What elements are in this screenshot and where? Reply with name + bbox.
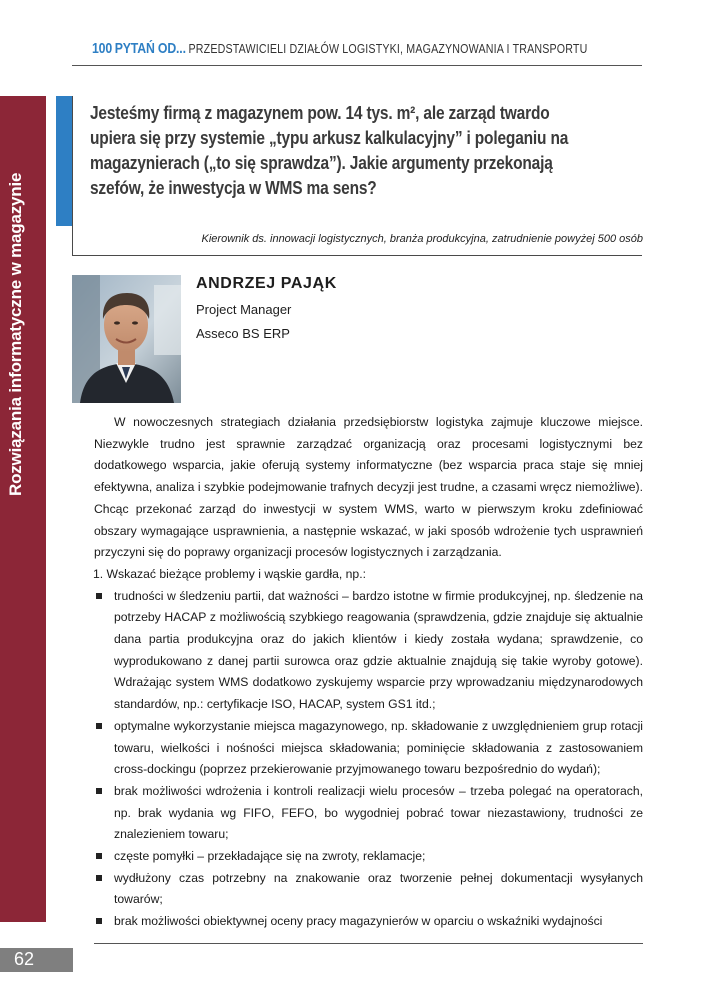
running-header (92, 40, 641, 64)
header-lead: PYTAŃ OD... (114, 40, 186, 57)
author-role: Project Manager (196, 302, 292, 317)
article-body (94, 412, 643, 933)
section-sidebar (0, 96, 46, 922)
list-item: brak możliwości wdrożenia i kontroli realizacji wielu procesów – trzeba polegać na operatorach, np. brak wydania wg FIFO, FEFO, bo wygodniej pobrać towar niezastawiony, trudności ze znalezieniem towaru; (94, 781, 643, 846)
problem-list (94, 586, 643, 933)
page-number: 62 (14, 949, 35, 969)
footer-divider (94, 943, 643, 944)
page-number-tab (0, 948, 73, 972)
list-item: wydłużony czas potrzebny na znakowanie oraz tworzenie pełnej dokumentacji wysyłanych towarów; (94, 868, 643, 911)
list-item: trudności w śledzeniu partii, dat ważności – bardzo istotne w firmie produkcyjnej, np. śledzenie na potrzeby HACAP z możliwością szybkiego reagowania (sprawdzenia, gdzie znajduje się aktualnie dana partia produkcyjna oraz do jakich klientów i kiedy została wydana; sprawdzenie, co wyprodukowano z danej partii surowca oraz gdzie aktualnie znajdują się takie wyroby gotowe). Wdrażając system WMS dodatkowo zyskujemy wsparcie przy wprowadzaniu międzynarodowych standardów, np.: certyfikacje ISO, HACAP, system GS1 itd.; (94, 586, 643, 716)
header-subtitle: PRZEDSTAWICIELI DZIAŁÓW LOGISTYKI, MAGAZYNOWANIA I TRANSPORTU (188, 41, 588, 56)
question-text: Jesteśmy firmą z magazynem pow. 14 tys. m², ale zarząd twardo upiera się przy systemie „typu arkusz kalkulacyjny” i poleganiu na magazynierach („to się sprawdza”). Jakie argumenty przekonają szefów, że inwestycja w WMS ma sens? (90, 103, 569, 198)
header-number: 100 (92, 40, 113, 57)
header-divider (72, 65, 642, 66)
author-photo (72, 275, 181, 403)
author-photo-image (72, 275, 181, 403)
author-company: Asseco BS ERP (196, 326, 290, 341)
question-accent-bar (56, 96, 72, 226)
list-item: optymalne wykorzystanie miejsca magazynowego, np. składowanie z uwzględnieniem grup rotacji towaru, wielkości i nośności miejsca składowania; pominięcie składowania z zastosowaniem cross-dockingu (poprzez przekierowanie przyjmowanego towaru bezpośrednio do wydań); (94, 716, 643, 781)
running-header-text (92, 40, 587, 57)
list-item: brak możliwości obiektywnej oceny pracy magazynierów w oparciu o wskaźniki wydajności (94, 911, 643, 933)
intro-paragraph: W nowoczesnych strategiach działania przedsiębiorstw logistyka zajmuje kluczowe miejsce. Niezwykle trudno jest sprawnie zarządzać organizacją oraz procesami logistycznymi bez dodatkowego wsparcia, jakie oferują systemy informatyczne (bez wsparcia praca staje się mniej efektywna, analiza i szybkie podejmowanie trafnych decyzji jest trudne, a czasami wręcz niemożliwe). Chcąc przekonać zarząd do inwestycji w system WMS, warto w pierwszym kroku zdefiniować obszary wymagające usprawnienia, a następnie wskazać, w jaki sposób wdrożenie tych usprawnień przyczyni się do poprawy organizacji procesów logistycznych i zarządzania. (94, 415, 643, 560)
list-item: częste pomyłki – przekładające się na zwroty, reklamacje; (94, 846, 643, 868)
list-heading: 1. Wskazać bieżące problemy i wąskie gardła, np.: (93, 566, 366, 581)
author-name: ANDRZEJ PAJĄK (196, 275, 337, 292)
question-asker: Kierownik ds. innowacji logistycznych, branża produkcyjna, zatrudnienie powyżej 500 osób (201, 233, 643, 245)
question-box-bottom-rule (72, 255, 642, 256)
section-title: Rozwiązania informatyczne w magazynie (6, 172, 25, 496)
question-box-left-rule (72, 96, 73, 256)
